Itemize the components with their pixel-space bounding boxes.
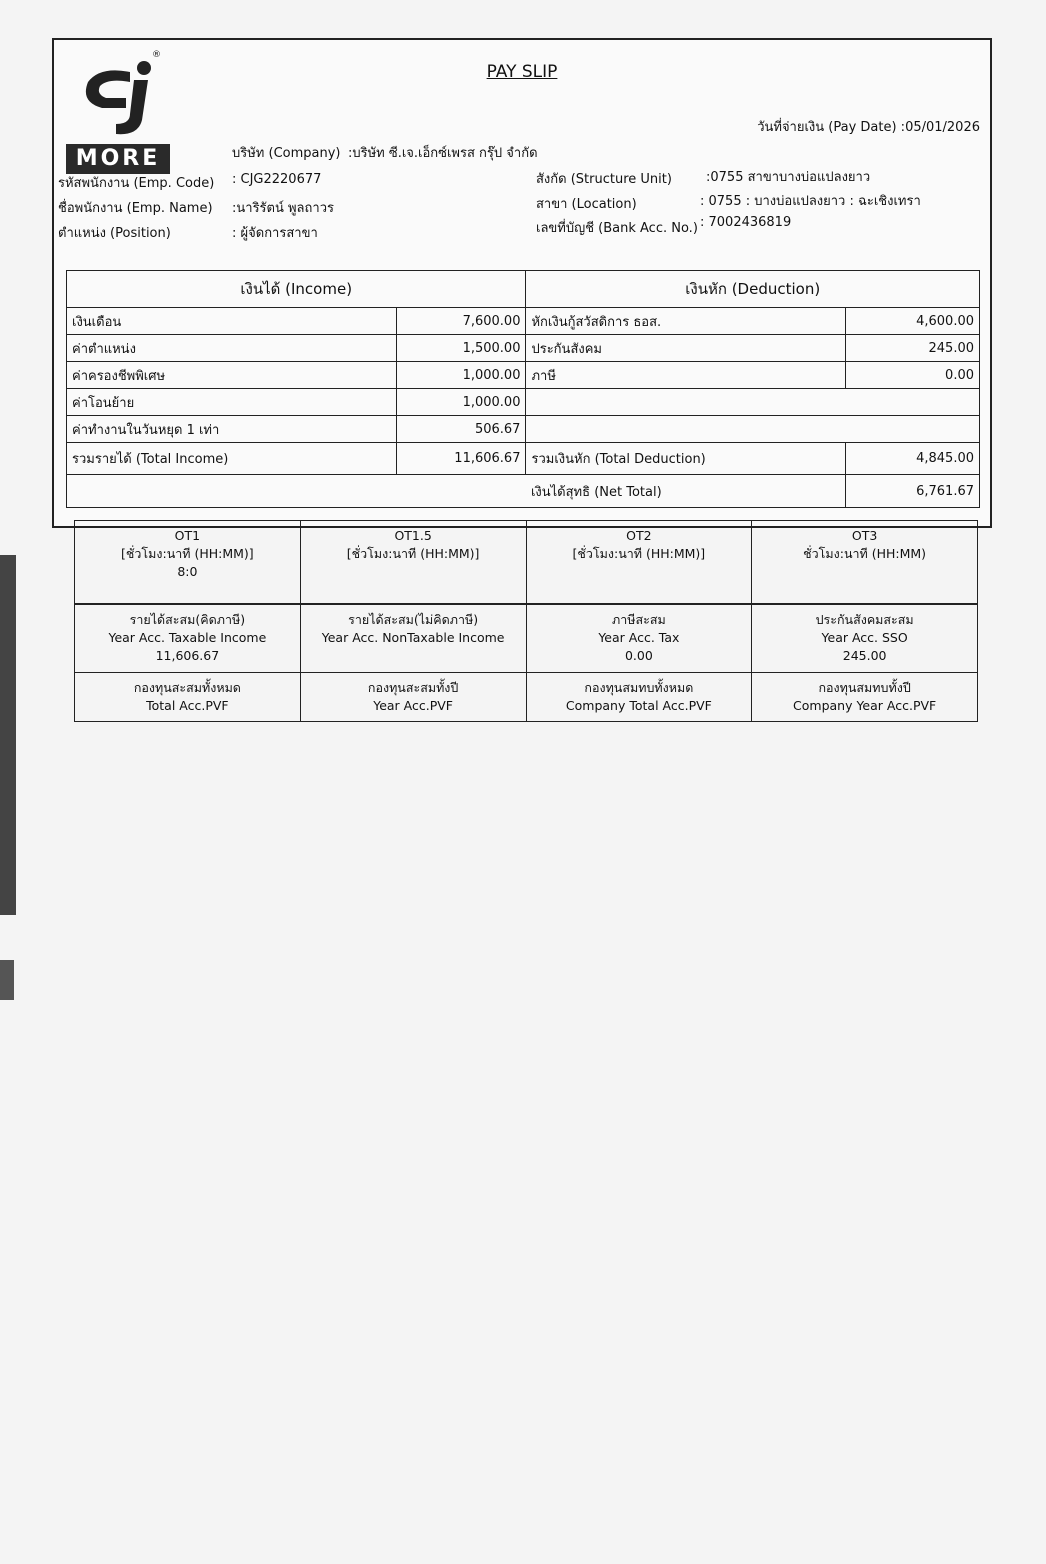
acc-th-label: รายได้สะสม(ไม่คิดภาษี) xyxy=(348,612,479,627)
total-income-label: รวมรายได้ (Total Income) xyxy=(67,443,397,475)
acc-en-label: Year Acc. SSO xyxy=(821,630,908,645)
deduction-value: 4,600.00 xyxy=(846,308,980,335)
table-row xyxy=(67,443,980,475)
location-label: สาขา (Location) xyxy=(536,197,637,212)
acc-en-label: Year Acc. Taxable Income xyxy=(108,630,267,645)
acc-cell xyxy=(752,672,978,721)
acc-cell xyxy=(300,605,526,673)
ot-cell xyxy=(300,521,526,604)
acc-th-label: ภาษีสะสม xyxy=(612,612,666,627)
income-label: ค่าโอนย้าย xyxy=(67,389,397,416)
ot-value: 8:0 xyxy=(177,564,198,579)
table-row xyxy=(67,362,980,389)
deduction-label: หักเงินกู้สวัสดิการ ธอส. xyxy=(526,308,846,335)
income-value: 1,500.00 xyxy=(396,335,526,362)
ot-name: OT1.5 xyxy=(394,528,432,543)
emp-code-label: รหัสพนักงาน (Emp. Code) xyxy=(58,176,215,191)
income-deduction-table xyxy=(66,270,980,508)
accumulated-table xyxy=(74,604,978,722)
acc-th-label: รายได้สะสม(คิดภาษี) xyxy=(129,612,246,627)
acc-th-label: กองทุนสะสมทั้งหมด xyxy=(133,679,241,695)
bank-label: เลขที่บัญชี (Bank Acc. No.) xyxy=(536,221,698,236)
acc-value: 11,606.67 xyxy=(155,648,220,663)
pay-slip xyxy=(52,38,992,528)
income-value: 1,000.00 xyxy=(396,362,526,389)
acc-en-label: Company Year Acc.PVF xyxy=(793,697,937,713)
ot-unit: [ชั่วโมง:นาที (HH:MM)] xyxy=(572,546,706,561)
ot-name: OT1 xyxy=(174,528,201,543)
location-value: : 0755 : บางบ่อแปลงยาว : ฉะเชิงเทรา xyxy=(700,194,921,209)
net-total-label: เงินได้สุทธิ (Net Total) xyxy=(526,475,846,508)
income-label: ค่าตำแหน่ง xyxy=(67,335,397,362)
income-label: เงินเดือน xyxy=(67,308,397,335)
acc-th-label: กองทุนสะสมทั้งปี xyxy=(367,679,459,695)
table-row xyxy=(67,335,980,362)
ot-cell xyxy=(526,521,752,604)
ot-name: OT2 xyxy=(626,528,652,543)
empty-cell xyxy=(526,416,980,443)
structure-label: สังกัด (Structure Unit) xyxy=(536,172,672,187)
acc-cell xyxy=(526,672,752,721)
position-value: : ผู้จัดการสาขา xyxy=(232,226,318,241)
emp-name-value: :นาริรัตน์ พูลถาวร xyxy=(232,201,334,216)
company-label: บริษัท (Company) xyxy=(232,146,341,161)
acc-en-label: Company Total Acc.PVF xyxy=(565,697,712,713)
acc-en-label: Year Acc. Tax xyxy=(598,630,680,645)
bank-value: : 7002436819 xyxy=(700,215,792,230)
background-document-edge xyxy=(0,555,16,915)
company-value: :บริษัท ซี.เจ.เอ็กซ์เพรส กรุ๊ป จำกัด xyxy=(348,146,538,161)
total-deduction-value: 4,845.00 xyxy=(846,443,980,475)
ot-table xyxy=(74,520,978,604)
income-value: 1,000.00 xyxy=(396,389,526,416)
acc-th-label: ประกันสังคมสะสม xyxy=(815,612,914,627)
table-row xyxy=(67,389,980,416)
background-document-edge-2 xyxy=(0,960,14,1000)
empty-cell xyxy=(526,389,980,416)
ot-unit: ชั่วโมง:นาที (HH:MM) xyxy=(803,546,927,561)
total-deduction-label: รวมเงินหัก (Total Deduction) xyxy=(526,443,846,475)
deduction-label: ภาษี xyxy=(526,362,846,389)
acc-th-label: กองทุนสมทบทั้งหมด xyxy=(584,679,694,695)
total-income-value: 11,606.67 xyxy=(396,443,526,475)
income-label: ค่าทำงานในวันหยุด 1 เท่า xyxy=(67,416,397,443)
deduction-header: เงินหัก (Deduction) xyxy=(526,271,980,308)
net-total-row xyxy=(67,475,980,508)
acc-cell xyxy=(75,672,301,721)
deduction-label: ประกันสังคม xyxy=(526,335,846,362)
acc-value: 0.00 xyxy=(624,648,653,663)
structure-value: :0755 สาขาบางบ่อแปลงยาว xyxy=(706,170,871,185)
acc-cell xyxy=(752,605,978,673)
acc-cell xyxy=(526,605,752,673)
deduction-value: 0.00 xyxy=(846,362,980,389)
pay-date: วันที่จ่ายเงิน (Pay Date) :05/01/2026 xyxy=(757,120,980,135)
emp-name-label: ชื่อพนักงาน (Emp. Name) xyxy=(58,201,213,216)
acc-th-label: กองทุนสมทบทั้งปี xyxy=(818,679,911,695)
acc-en-label: Year Acc.PVF xyxy=(373,697,454,713)
deduction-value: 245.00 xyxy=(846,335,980,362)
table-row xyxy=(67,308,980,335)
income-label: ค่าครองชีพพิเศษ xyxy=(67,362,397,389)
ot-name: OT3 xyxy=(851,528,878,543)
net-total-value: 6,761.67 xyxy=(846,475,980,508)
acc-en-label: Year Acc. NonTaxable Income xyxy=(321,630,505,645)
ot-unit: [ชั่วโมง:นาที (HH:MM)] xyxy=(346,546,480,561)
acc-en-label: Total Acc.PVF xyxy=(146,697,229,713)
income-value: 506.67 xyxy=(396,416,526,443)
ot-cell xyxy=(752,521,978,604)
acc-cell xyxy=(75,605,301,673)
ot-unit: [ชั่วโมง:นาที (HH:MM)] xyxy=(121,546,254,561)
income-value: 7,600.00 xyxy=(396,308,526,335)
acc-cell xyxy=(300,672,526,721)
acc-value: 245.00 xyxy=(842,648,887,663)
logo-badge: MORE xyxy=(66,144,170,174)
logo-registered-mark: ® xyxy=(152,50,161,60)
table-row xyxy=(67,416,980,443)
ot-cell xyxy=(75,521,301,604)
net-spacer xyxy=(67,475,526,508)
page-title: PAY SLIP xyxy=(486,62,558,82)
emp-code-value: : CJG2220677 xyxy=(232,172,322,187)
income-header: เงินได้ (Income) xyxy=(67,271,526,308)
position-label: ตำแหน่ง (Position) xyxy=(58,226,171,241)
